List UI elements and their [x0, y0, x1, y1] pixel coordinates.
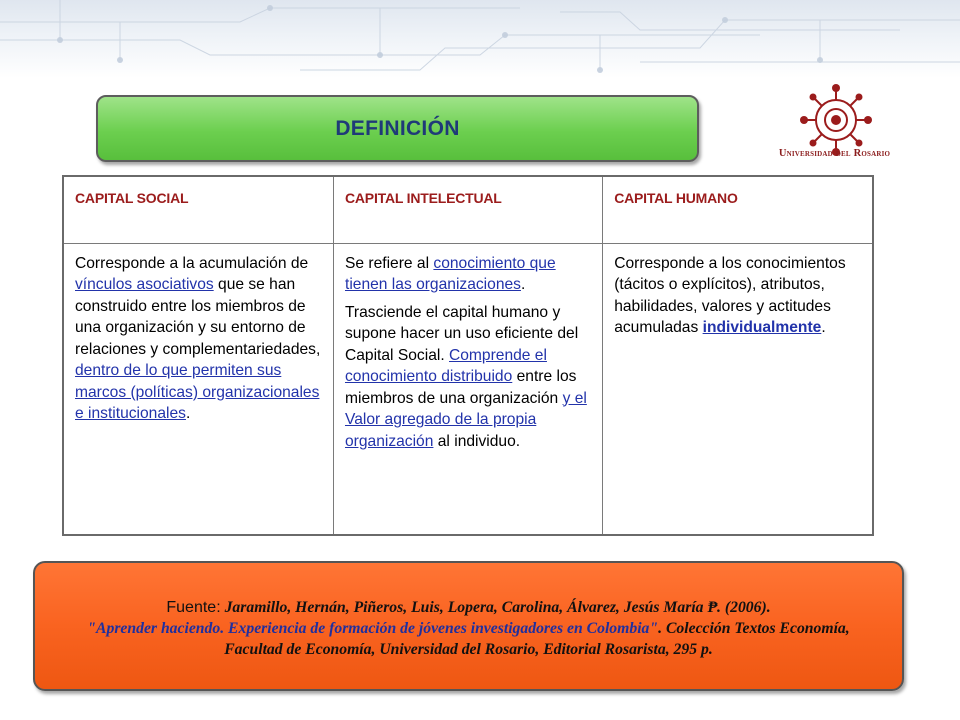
text: al individuo. — [433, 432, 521, 450]
source-authors: Jaramillo, Hernán, Piñeros, Luis, Lopera, Carolina, Álvarez, Jesús María ₱. (2006). — [220, 599, 771, 616]
link-conocimiento-organizaciones[interactable]: conocimiento que tienen las organizaciones — [344, 254, 556, 293]
definition-banner — [96, 95, 699, 162]
cell-capital-humano — [603, 243, 873, 535]
text: Corresponde a los conocimientos (tácitos o explícitos), atributos, habilidades, valores y actitudes acumuladas — [614, 254, 846, 336]
header-capital-intelectual: CAPITAL INTELECTUAL — [333, 176, 602, 243]
cell-capital-social — [63, 243, 333, 535]
definitions-table — [62, 175, 874, 536]
source-title: "Aprender haciendo. Experiencia de formación de jóvenes investigadores en Colombia" — [87, 620, 659, 637]
source-citation — [33, 561, 904, 691]
link-conocimiento-distribuido[interactable]: Comprende el conocimiento distribuido — [344, 346, 547, 385]
university-name: Universidad del Rosario — [778, 148, 891, 159]
link-marcos-organizacionales[interactable]: dentro de lo que permiten sus marcos (políticas) organizacionales e institucionales — [75, 362, 320, 422]
paragraph — [345, 253, 592, 296]
source-rest: . Colección Textos Economía, Facultad de Economía, Universidad del Rosario, Editorial Rosarista, 295 p. — [224, 620, 850, 658]
text: Corresponde a la acumulación de — [75, 254, 309, 272]
text: que se han construido entre los miembros de una organización y su entorno de relaciones y complementariedades, — [75, 276, 321, 358]
link-vinculos-asociativos[interactable]: vínculos asociativos — [75, 276, 214, 293]
link-individualmente[interactable]: individualmente — [702, 319, 822, 336]
source-label: Fuente: — [166, 599, 221, 616]
text: entre los miembros de una organización — [344, 368, 577, 407]
decorative-header-band — [0, 0, 960, 78]
text: . — [185, 405, 191, 422]
circuit-pattern — [0, 0, 960, 78]
cell-capital-intelectual — [333, 243, 602, 535]
definition-title: DEFINICIÓN — [335, 116, 460, 140]
paragraph — [345, 302, 592, 453]
text: Se refiere al — [344, 254, 434, 272]
table-header-row — [63, 176, 873, 243]
text: . — [520, 276, 526, 293]
text: Trasciende el capital humano y supone hacer un uso eficiente del Capital Social. — [344, 303, 579, 364]
table-row — [63, 243, 873, 535]
text: . — [821, 319, 826, 336]
header-capital-social: CAPITAL SOCIAL — [63, 176, 333, 243]
link-valor-agregado[interactable]: y el Valor agregado de la propia organización — [344, 389, 587, 450]
header-capital-humano: CAPITAL HUMANO — [603, 176, 873, 243]
